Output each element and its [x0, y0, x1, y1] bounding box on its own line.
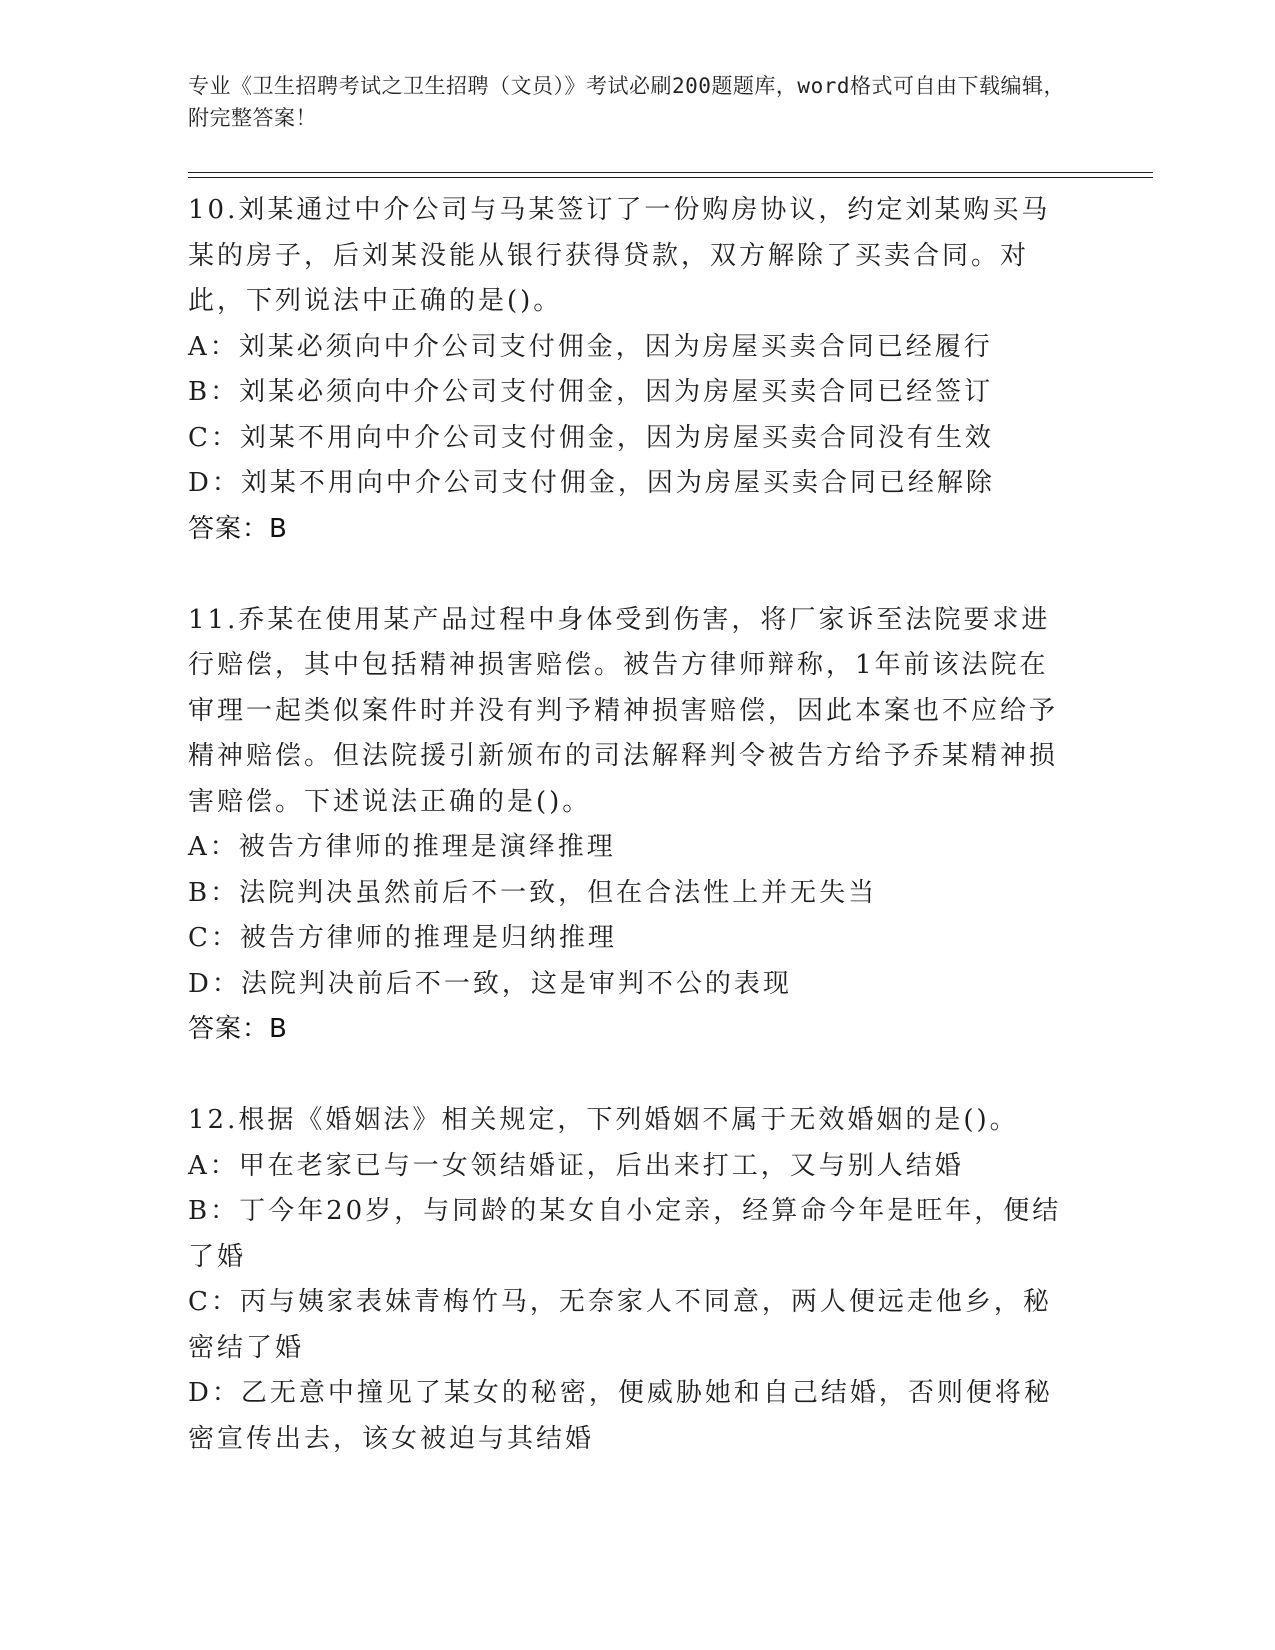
option-c: C：被告方律师的推理是归纳推理 — [188, 923, 617, 953]
document-header: 专业《卫生招聘考试之卫生招聘（文员）》考试必刷200题题库，word格式可自由下载编辑，附完整答案！ — [188, 74, 1065, 130]
header-divider-line-2 — [188, 177, 1153, 178]
question-text: 10.刘某通过中介公司与马某签订了一份购房协议，约定刘某购买马某的房子，后刘某没能从银行获得贷款，双方解除了买卖合同。对此，下列说法中正确的是()。 — [188, 195, 1051, 316]
answer-line: 答案：B — [188, 1014, 288, 1044]
answer-line: 答案：B — [188, 513, 288, 544]
option-a: A：刘某必须向中介公司支付佣金，因为房屋买卖合同已经履行 — [188, 331, 993, 362]
option-d: D：刘某不用向中介公司支付佣金，因为房屋买卖合同已经解除 — [188, 468, 995, 498]
option-d: D：乙无意中撞见了某女的秘密，便威胁她和自己结婚，否则便将秘密宣传出去，该女被迫与其结婚 — [188, 1378, 1053, 1454]
question-text: 11.乔某在使用某产品过程中身体受到伤害，将厂家诉至法院要求进行赔偿，其中包括精神损害赔偿。被告方律师辩称，1年前该法院在审理一起类似案件时并没有判予精神损害赔偿，因此本案也不应给予精神赔偿。但法院援引新颁布的司法解释判令被告方给予乔某精神损害赔偿。下述说法正确的是()。 — [188, 604, 1059, 817]
question-list — [188, 188, 1068, 1462]
option-a: A：被告方律师的推理是演绎推理 — [188, 832, 616, 862]
option-b: B：丁今年20岁，与同龄的某女自小定亲，经算命今年是旺年，便结了婚 — [188, 1196, 1062, 1272]
question-10 — [188, 188, 1068, 552]
question-text: 12.根据《婚姻法》相关规定，下列婚姻不属于无效婚姻的是()。 — [188, 1105, 1019, 1135]
option-b: B：法院判决虽然前后不一致，但在合法性上并无失当 — [188, 877, 878, 908]
option-d: D：法院判决前后不一致，这是审判不公的表现 — [188, 968, 792, 999]
header-divider-line-1 — [188, 172, 1153, 173]
spacer — [188, 1053, 1068, 1099]
option-a: A：甲在老家已与一女领结婚证，后出来打工，又与别人结婚 — [188, 1150, 964, 1181]
option-b: B：刘某必须向中介公司支付佣金，因为房屋买卖合同已经签订 — [188, 377, 994, 407]
question-12 — [188, 1098, 1068, 1462]
spacer — [188, 552, 1068, 598]
question-11 — [188, 598, 1068, 1053]
option-c: C：丙与姨家表妹青梅竹马，无奈家人不同意，两人便远走他乡，秘密结了婚 — [188, 1287, 1052, 1363]
option-c: C：刘某不用向中介公司支付佣金，因为房屋买卖合同没有生效 — [188, 422, 994, 453]
